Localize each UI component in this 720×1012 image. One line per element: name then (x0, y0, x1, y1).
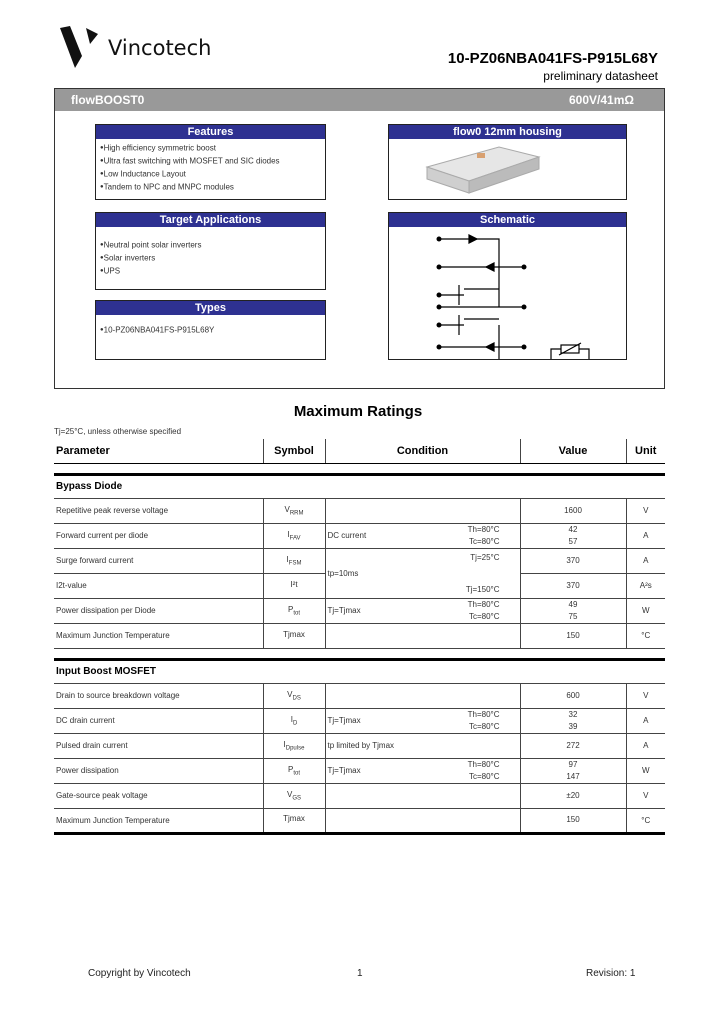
temperature: Th=80°C (467, 759, 500, 769)
parameter-cell: DC drain current (54, 708, 263, 733)
overview-panel (54, 88, 665, 389)
types-box (95, 300, 326, 360)
product-name: flowBOOST0 (71, 93, 145, 107)
col-parameter: Parameter (54, 439, 263, 463)
temperature: Tj=25°C (470, 552, 500, 562)
unit-cell: °C (626, 808, 665, 833)
symbol: V (284, 504, 290, 514)
symbol-cell (263, 523, 325, 548)
unit-cell: W (626, 598, 665, 623)
symbol: I (283, 739, 286, 749)
value: 600 (566, 690, 580, 700)
condition (328, 741, 518, 750)
condition-cell (325, 623, 520, 648)
parameter-cell: Repetitive peak reverse voltage (54, 498, 263, 523)
condition-text: tp limited by Tjmax (327, 741, 395, 750)
condition-temps (468, 759, 518, 783)
condition-cell (325, 498, 520, 523)
value-cell (520, 733, 626, 758)
symbol: I (287, 529, 290, 539)
symbol: I²t (290, 579, 298, 589)
condition-text: Tj=Tjmax (327, 766, 361, 775)
col-condition: Condition (325, 439, 520, 463)
spacer-row (54, 648, 665, 659)
schematic-diagram (389, 227, 626, 359)
condition (328, 569, 518, 578)
symbol: P (287, 604, 294, 614)
condition-temps (468, 709, 518, 733)
symbol: Tjmax (283, 814, 305, 824)
value: 75 (568, 611, 578, 621)
symbol-subscript: RRM (289, 510, 304, 517)
datasheet-subtitle: preliminary datasheet (543, 69, 658, 83)
condition-cell (325, 783, 520, 808)
condition (328, 759, 518, 783)
parameter-cell: I2t-value (54, 573, 263, 598)
list-item: ● Tandem to NPC and MNPC modules (100, 181, 321, 194)
value: 39 (568, 721, 578, 731)
parameter-cell: Forward current per diode (54, 523, 263, 548)
page-number: 1 (357, 968, 363, 979)
temperature: Tj=150°C (465, 584, 500, 594)
unit-cell: A (626, 548, 665, 573)
symbol-subscript: tot (293, 610, 300, 617)
unit-cell: A (626, 523, 665, 548)
symbol: Tjmax (283, 629, 305, 639)
parameter-cell: Power dissipation (54, 758, 263, 783)
list-item: ● Neutral point solar inverters (100, 239, 321, 252)
schematic-title: Schematic (389, 213, 626, 227)
unit-cell: A (626, 733, 665, 758)
table-header-row (54, 439, 665, 463)
value: ±20 (566, 790, 580, 800)
table-row (54, 758, 665, 783)
condition-cell (325, 523, 520, 548)
list-item: ● UPS (100, 265, 321, 278)
unit-cell: °C (626, 623, 665, 648)
symbol: V (287, 689, 293, 699)
unit-cell: A²s (626, 573, 665, 598)
symbol: V (286, 789, 293, 799)
symbol-subscript: tot (293, 770, 300, 777)
symbol-subscript: FSM (288, 560, 302, 567)
list-item: ● High efficiency symmetric boost (100, 142, 321, 155)
value: 370 (566, 580, 580, 590)
symbol-subscript: DS (292, 695, 301, 702)
unit-cell: V (626, 683, 665, 708)
table-row (54, 523, 665, 548)
section-header-row (54, 474, 665, 498)
parameter-cell: Maximum Junction Temperature (54, 623, 263, 648)
max-ratings-table (54, 439, 665, 835)
condition-cell (325, 598, 520, 623)
housing-title: flow0 12mm housing (389, 125, 626, 139)
vincotech-logo-icon (60, 26, 100, 68)
condition-text: Tj=Tjmax (327, 716, 361, 725)
unit-cell: A (626, 708, 665, 733)
module-housing-image (389, 139, 626, 199)
temperature: Tc=80°C (468, 611, 500, 621)
symbol-cell (263, 733, 325, 758)
symbol-cell (263, 683, 325, 708)
value: 49 (568, 599, 578, 609)
condition-temps (468, 599, 518, 623)
symbol: I (290, 714, 293, 724)
symbol-cell (263, 808, 325, 833)
symbol-cell (263, 498, 325, 523)
revision: Revision: 1 (586, 968, 636, 979)
table-row (54, 708, 665, 733)
value: 32 (568, 709, 578, 719)
symbol: I (286, 554, 289, 564)
value-cell (520, 548, 626, 573)
section-name: Bypass Diode (54, 474, 665, 498)
list-item: ● Ultra fast switching with MOSFET and SIC diodes (100, 155, 321, 168)
symbol-cell (263, 548, 325, 573)
types-title: Types (96, 301, 325, 315)
section-name: Input Boost MOSFET (54, 659, 665, 683)
symbol-subscript: D (292, 720, 298, 727)
symbol-cell (263, 623, 325, 648)
col-symbol: Symbol (263, 439, 325, 463)
table-row (54, 733, 665, 758)
parameter-cell: Power dissipation per Diode (54, 598, 263, 623)
condition-temps (468, 524, 518, 548)
features-box (95, 124, 326, 200)
temperature: Th=80°C (467, 709, 500, 719)
list-item: ● Low Inductance Layout (100, 168, 321, 181)
parameter-cell: Surge forward current (54, 548, 263, 573)
unit-cell: V (626, 783, 665, 808)
condition (328, 599, 518, 623)
value: 42 (568, 524, 578, 534)
symbol-cell (263, 573, 325, 598)
condition-cell (325, 758, 520, 783)
value-cell (520, 708, 626, 733)
brand-name: Vincotech (108, 36, 212, 60)
col-value: Value (520, 439, 626, 463)
features-list (96, 139, 325, 196)
condition-text: DC current (327, 531, 367, 540)
value: 97 (568, 759, 578, 769)
section-title: Maximum Ratings (293, 403, 423, 420)
condition (328, 709, 518, 733)
unit-cell: W (626, 758, 665, 783)
unit-cell: V (626, 498, 665, 523)
list-item: ● Solar inverters (100, 252, 321, 265)
copyright: Copyright by Vincotech (88, 968, 191, 979)
table-row (54, 498, 665, 523)
condition-cell (325, 808, 520, 833)
applications-list (96, 227, 325, 281)
part-number: 10-PZ06NBA041FS-P915L68Y (447, 50, 658, 67)
temperature: Th=80°C (467, 599, 500, 609)
symbol-cell (263, 783, 325, 808)
value-cell (520, 683, 626, 708)
value-cell (520, 758, 626, 783)
col-unit: Unit (626, 439, 665, 463)
condition-text: Tj=Tjmax (327, 606, 361, 615)
symbol-subscript: Dpulse (285, 745, 305, 752)
applications-box (95, 212, 326, 290)
value: 150 (566, 630, 580, 640)
value-cell (520, 598, 626, 623)
value: 57 (568, 536, 578, 546)
conditions-note: Tj=25°C, unless otherwise specified (54, 427, 182, 436)
section-header-row (54, 659, 665, 683)
condition-text: tp=10ms (327, 568, 359, 578)
condition-cell (325, 683, 520, 708)
temperature: Tc=80°C (468, 536, 500, 546)
parameter-cell: Pulsed drain current (54, 733, 263, 758)
parameter-cell: Maximum Junction Temperature (54, 808, 263, 833)
value-cell (520, 498, 626, 523)
condition-cell (325, 548, 520, 598)
symbol-subscript: GS (292, 795, 301, 802)
value: 150 (566, 815, 580, 824)
value-cell (520, 808, 626, 833)
condition-cell (325, 733, 520, 758)
value: 147 (566, 771, 580, 781)
value-cell (520, 623, 626, 648)
applications-title: Target Applications (96, 213, 325, 227)
symbol-subscript: FAV (289, 535, 301, 542)
table-row (54, 598, 665, 623)
symbol-cell (263, 758, 325, 783)
table-row (54, 683, 665, 708)
symbol-cell (263, 708, 325, 733)
value-cell (520, 783, 626, 808)
features-title: Features (96, 125, 325, 139)
condition-cell (325, 708, 520, 733)
list-item: ● 10-PZ06NBA041FS-P915L68Y (100, 324, 321, 337)
temperature: Tc=80°C (468, 721, 500, 731)
table-row (54, 808, 665, 833)
types-list (96, 315, 325, 340)
temperature: Th=80°C (467, 524, 500, 534)
table-row (54, 623, 665, 648)
product-bar (55, 89, 664, 111)
product-rating: 600V/41mΩ (569, 93, 634, 107)
schematic-box (388, 212, 627, 360)
table-row (54, 548, 665, 573)
parameter-cell: Gate-source peak voltage (54, 783, 263, 808)
temperature: Tc=80°C (468, 771, 500, 781)
symbol: P (287, 764, 294, 774)
table-row (54, 783, 665, 808)
value: 272 (566, 740, 580, 750)
value: 1600 (564, 505, 582, 515)
symbol-cell (263, 598, 325, 623)
value: 370 (566, 555, 580, 565)
value-cell (520, 523, 626, 548)
parameter-cell: Drain to source breakdown voltage (54, 683, 263, 708)
value-cell (520, 573, 626, 598)
housing-box (388, 124, 627, 200)
condition (328, 524, 518, 548)
